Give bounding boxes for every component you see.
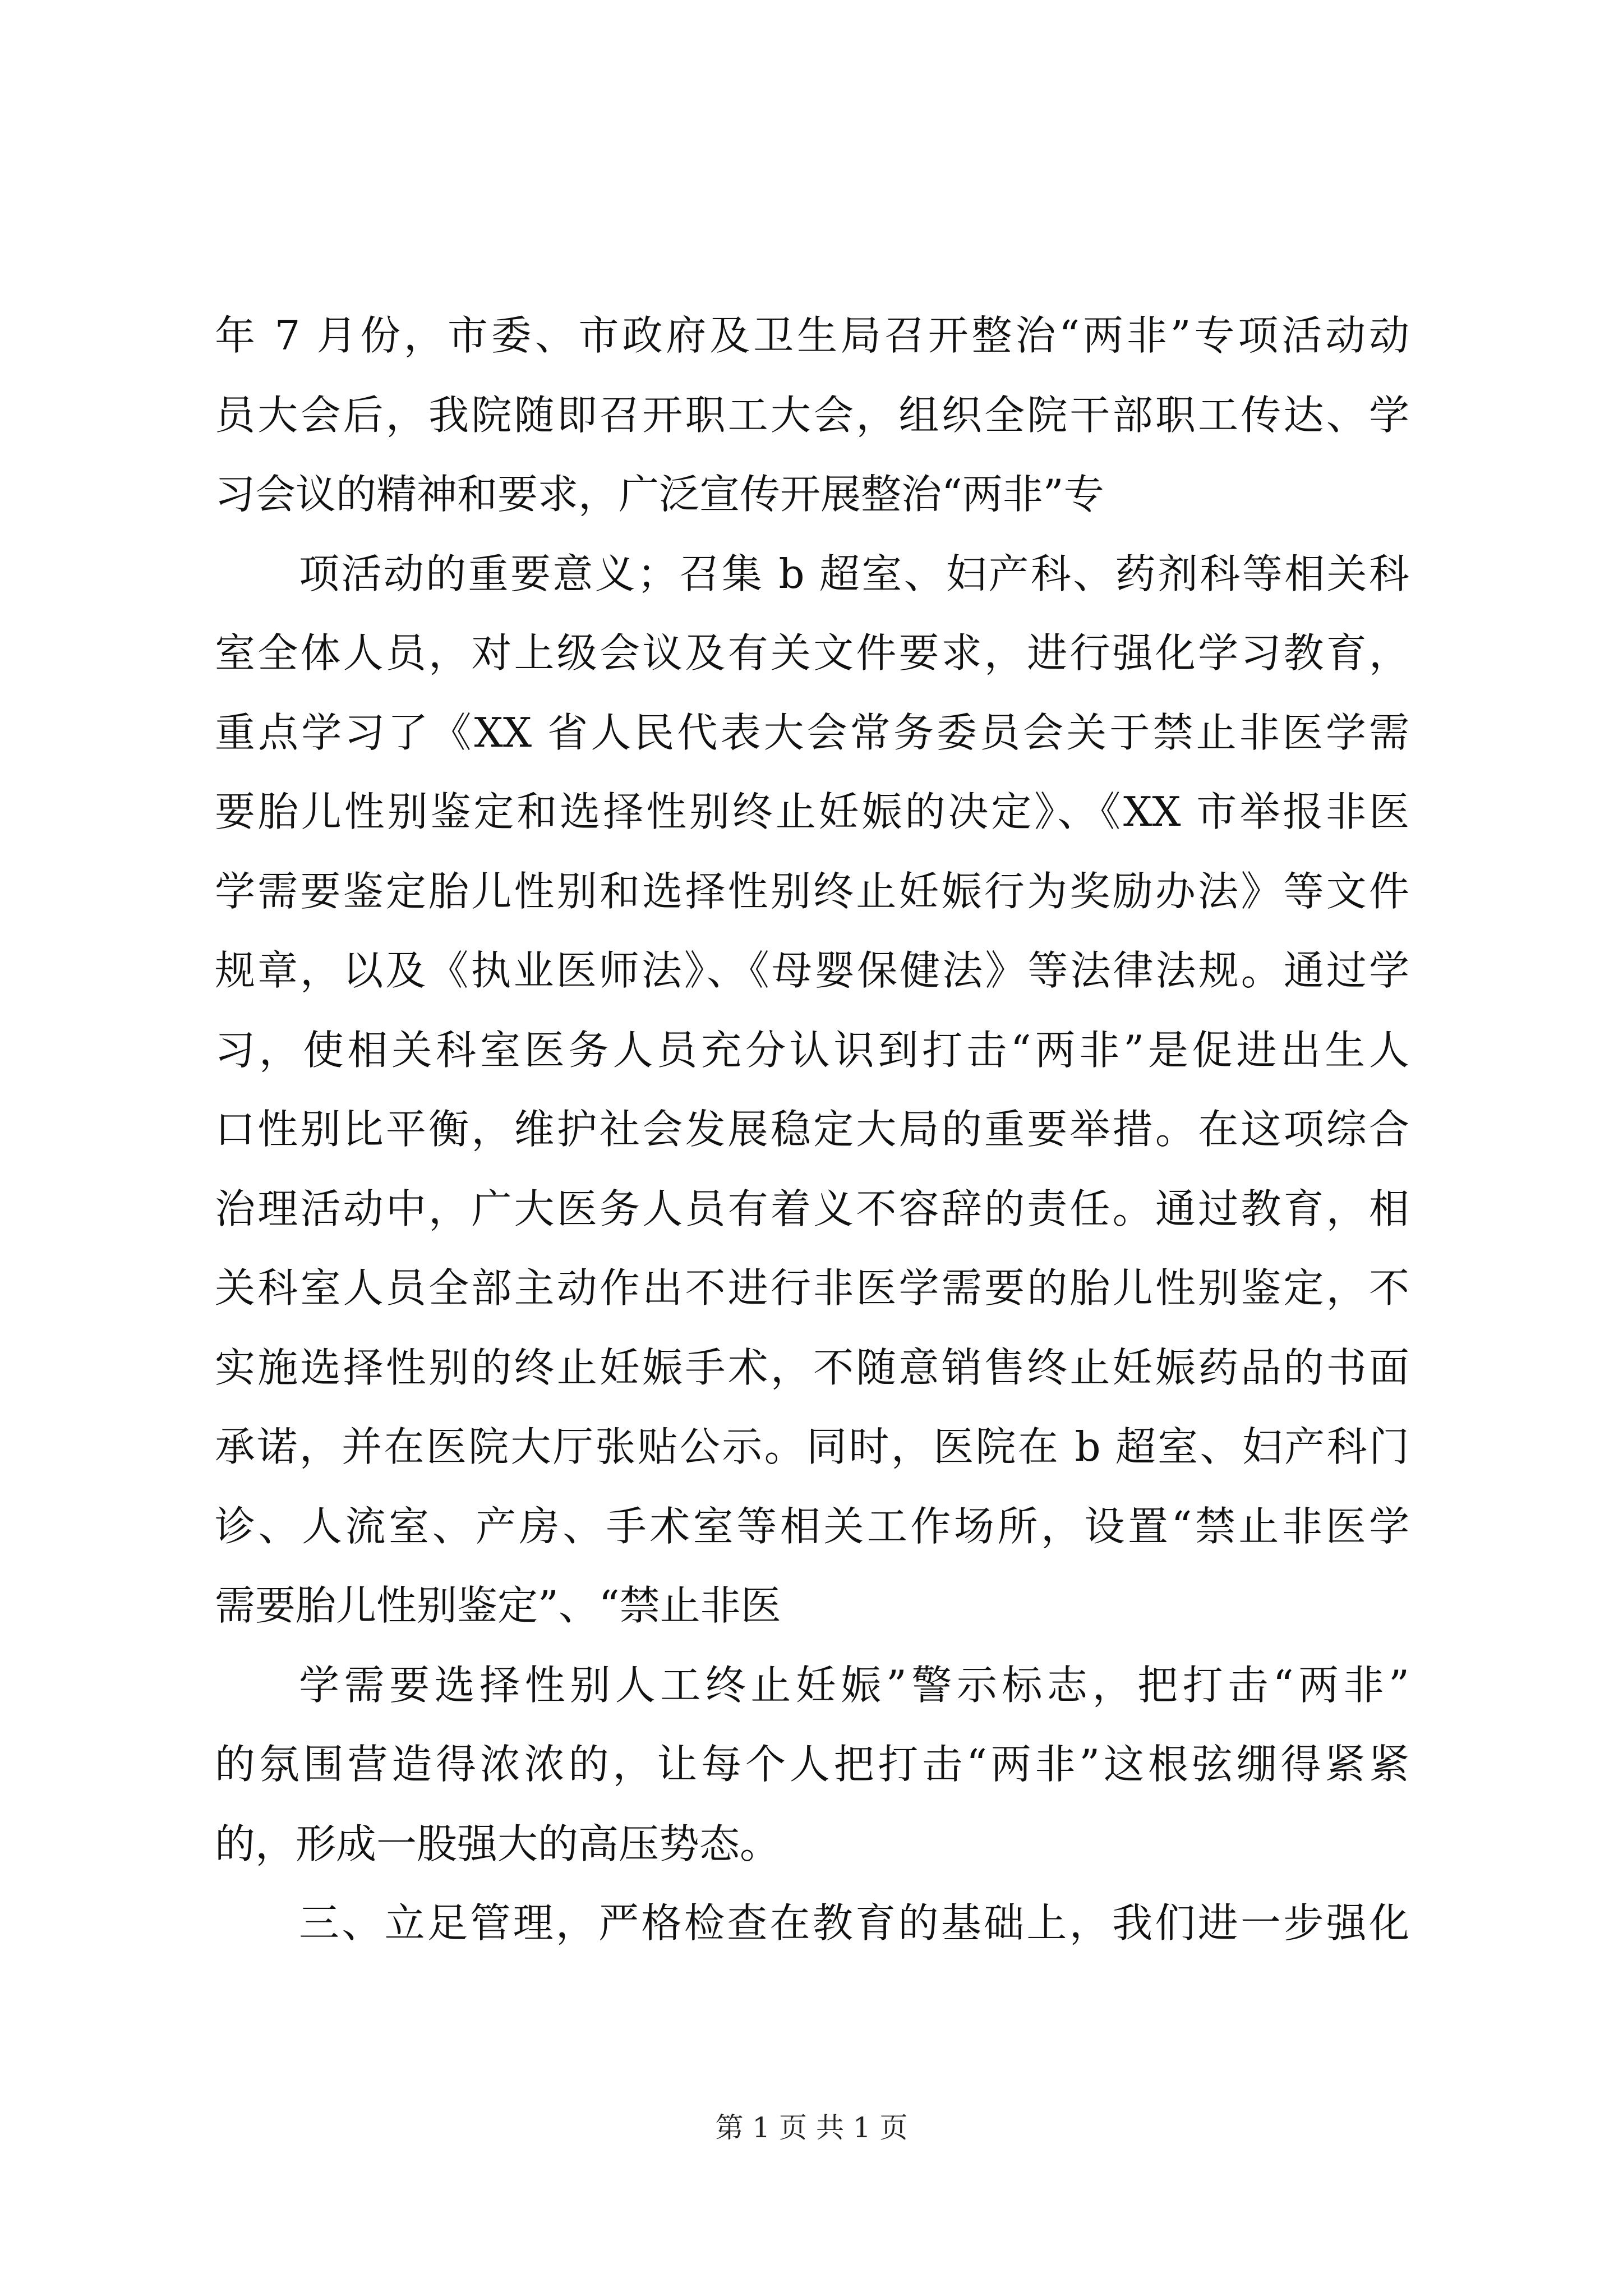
- text-line: 学需要鉴定胎儿性别和选择性别终止妊娠行为奖励办法》等文件: [215, 867, 1409, 915]
- text-line: 学需要选择性别人工终止妊娠”警示标志，把打击“两非”: [299, 1661, 1409, 1709]
- text-line: 关科室人员全部主动作出不进行非医学需要的胎儿性别鉴定，不: [215, 1264, 1409, 1312]
- text-line: 要胎儿性别鉴定和选择性别终止妊娠的决定》、《XX 市举报非医: [215, 788, 1409, 835]
- text-line: 习，使相关科室医务人员充分认识到打击“两非”是促进出生人: [215, 1026, 1409, 1074]
- text-line: 需要胎儿性别鉴定”、“禁止非医: [215, 1582, 781, 1629]
- text-line: 三、立足管理，严格检查在教育的基础上，我们进一步强化: [299, 1899, 1409, 1947]
- text-line: 诊、人流室、产房、手术室等相关工作场所，设置“禁止非医学: [215, 1502, 1409, 1550]
- text-line: 的，形成一股强大的高压势态。: [215, 1820, 781, 1867]
- document-body: [215, 296, 1409, 1963]
- text-line: 员大会后，我院随即召开职工大会，组织全院干部职工传达、学: [215, 391, 1409, 439]
- text-line: 承诺，并在医院大厅张贴公示。同时，医院在 b 超室、妇产科门: [215, 1423, 1409, 1470]
- page-footer: 第 1 页 共 1 页: [715, 2111, 908, 2144]
- text-line: 规章，以及《执业医师法》、《母婴保健法》等法律法规。通过学: [215, 947, 1409, 994]
- text-line: 重点学习了《XX 省人民代表大会常务委员会关于禁止非医学需: [215, 708, 1409, 756]
- text-line: 实施选择性别的终止妊娠手术，不随意销售终止妊娠药品的书面: [215, 1343, 1409, 1391]
- text-line: 口性别比平衡，维护社会发展稳定大局的重要举措。在这项综合: [215, 1106, 1409, 1153]
- text-line: 室全体人员，对上级会议及有关文件要求，进行强化学习教育，: [215, 629, 1409, 677]
- text-line: 的氛围营造得浓浓的，让每个人把打击“两非”这根弦绷得紧紧: [215, 1741, 1409, 1788]
- text-line: 项活动的重要意义；召集 b 超室、妇产科、药剂科等相关科: [299, 550, 1409, 597]
- text-line: 习会议的精神和要求，广泛宣传开展整治“两非”专: [215, 471, 1104, 518]
- text-line: 治理活动中，广大医务人员有着义不容辞的责任。通过教育，相: [215, 1185, 1409, 1232]
- text-line: 年 7 月份，市委、市政府及卫生局召开整治“两非”专项活动动: [215, 312, 1409, 359]
